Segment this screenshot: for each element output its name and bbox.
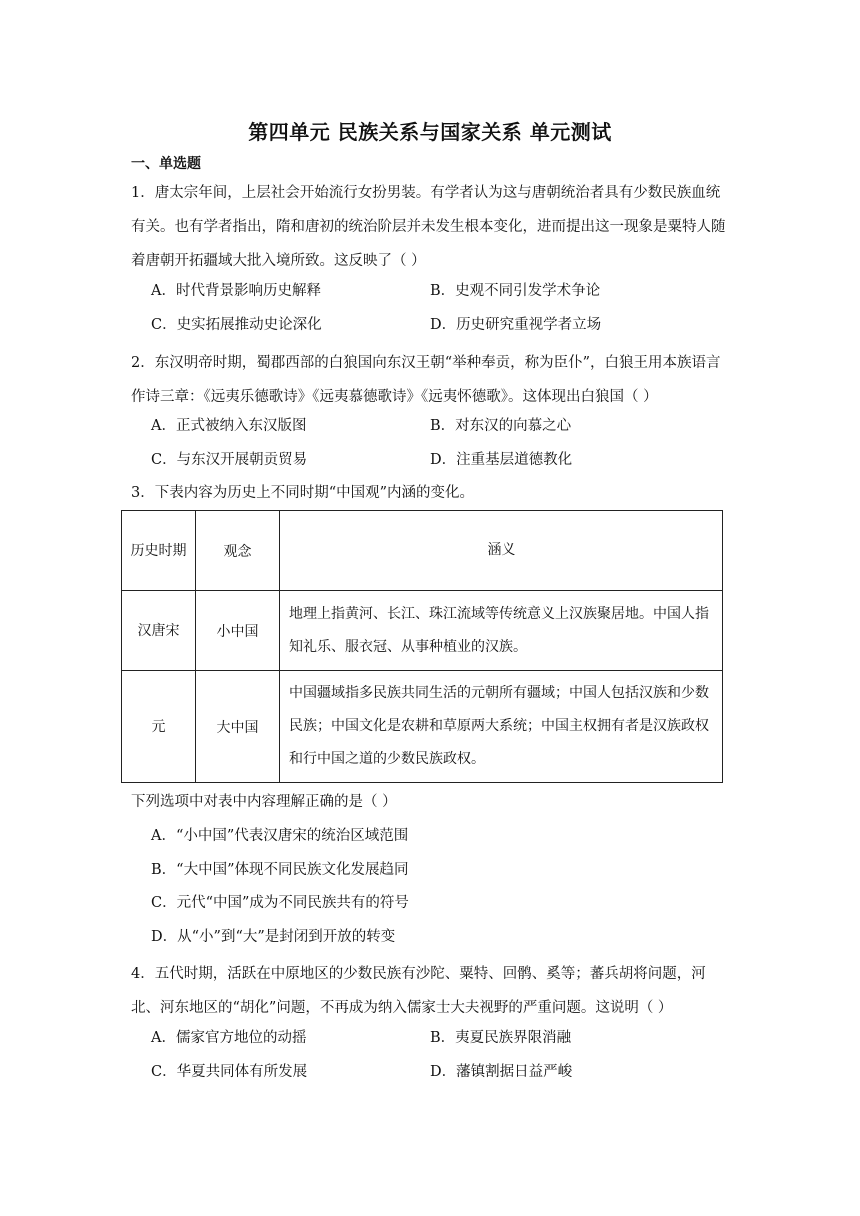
document-title: 第四单元 民族关系与国家关系 单元测试	[248, 120, 612, 144]
table-cell: 小中国	[196, 591, 280, 671]
question-4-option-d[interactable]: D．藩镇割据日益严峻	[430, 1064, 573, 1080]
question-3-option-d[interactable]: D．从“小”到“大”是封闭到开放的转变	[151, 929, 396, 945]
question-4-option-c[interactable]: C．华夏共同体有所发展	[151, 1064, 308, 1080]
table-header-cell: 历史时期	[122, 511, 196, 591]
question-2-option-a[interactable]: A．正式被纳入东汉版图	[151, 418, 307, 434]
table-cell: 元	[122, 671, 196, 783]
question-4-option-a[interactable]: A．儒家官方地位的动摇	[151, 1030, 307, 1046]
question-4-option-b[interactable]: B．夷夏民族界限消融	[430, 1030, 572, 1046]
question-3-prompt: 下列选项中对表中内容理解正确的是（ ）	[131, 794, 397, 810]
table-row	[122, 671, 723, 783]
question-1-option-a[interactable]: A．时代背景影响历史解释	[151, 283, 321, 299]
concept-table	[121, 510, 723, 783]
table-header-cell: 涵义	[280, 511, 723, 591]
question-1-stem: 1．唐太宗年间，上层社会开始流行女扮男装。有学者认为这与唐朝统治者具有少数民族血统有关。也有学者指出，隋和唐初的统治阶层并未发生根本变化，进而提出这一现象是粟特人随着唐朝开拓疆域大批入境所致。这反映了（ ）	[131, 185, 726, 269]
table-header-cell: 观念	[196, 511, 280, 591]
question-4-stem: 4．五代时期，活跃在中原地区的少数民族有沙陀、粟特、回鹘、奚等；蕃兵胡将问题，河北、河东地区的“胡化”问题，不再成为纳入儒家士大夫视野的严重问题。这说明（ ）	[131, 966, 706, 1016]
table-cell: 中国疆域指多民族共同生活的元朝所有疆域；中国人包括汉族和少数民族；中国文化是农耕和草原两大系统；中国主权拥有者是汉族政权和行中国之道的少数民族政权。	[280, 671, 723, 783]
table-cell: 大中国	[196, 671, 280, 783]
question-3-stem: 3．下表内容为历史上不同时期“中国观”内涵的变化。	[131, 485, 475, 501]
question-2-option-b[interactable]: B．对东汉的向慕之心	[430, 418, 572, 434]
question-2-option-d[interactable]: D．注重基层道德教化	[430, 452, 573, 468]
table-row	[122, 591, 723, 671]
table-cell: 汉唐宋	[122, 591, 196, 671]
question-2-stem: 2．东汉明帝时期，蜀郡西部的白狼国向东汉王朝“举种奉贡，称为臣仆”，白狼王用本族语言作诗三章：《远夷乐德歌诗》《远夷慕德歌诗》《远夷怀德歌》。这体现出白狼国（ ）	[131, 355, 721, 405]
question-3-option-b[interactable]: B．“大中国”体现不同民族文化发展趋同	[151, 862, 409, 878]
table-cell: 地理上指黄河、长江、珠江流域等传统意义上汉族聚居地。中国人指知礼乐、服衣冠、从事种植业的汉族。	[280, 591, 723, 671]
question-1-option-d[interactable]: D．历史研究重视学者立场	[430, 317, 602, 333]
question-1-option-c[interactable]: C．史实拓展推动史论深化	[151, 317, 322, 333]
table-header-row	[122, 511, 723, 591]
section-heading: 一、单选题	[131, 156, 201, 172]
question-3-option-a[interactable]: A．“小中国”代表汉唐宋的统治区域范围	[151, 828, 409, 844]
question-1-option-b[interactable]: B．史观不同引发学术争论	[430, 283, 601, 299]
question-2-option-c[interactable]: C．与东汉开展朝贡贸易	[151, 452, 308, 468]
question-3-option-c[interactable]: C．元代“中国”成为不同民族共有的符号	[151, 895, 409, 911]
